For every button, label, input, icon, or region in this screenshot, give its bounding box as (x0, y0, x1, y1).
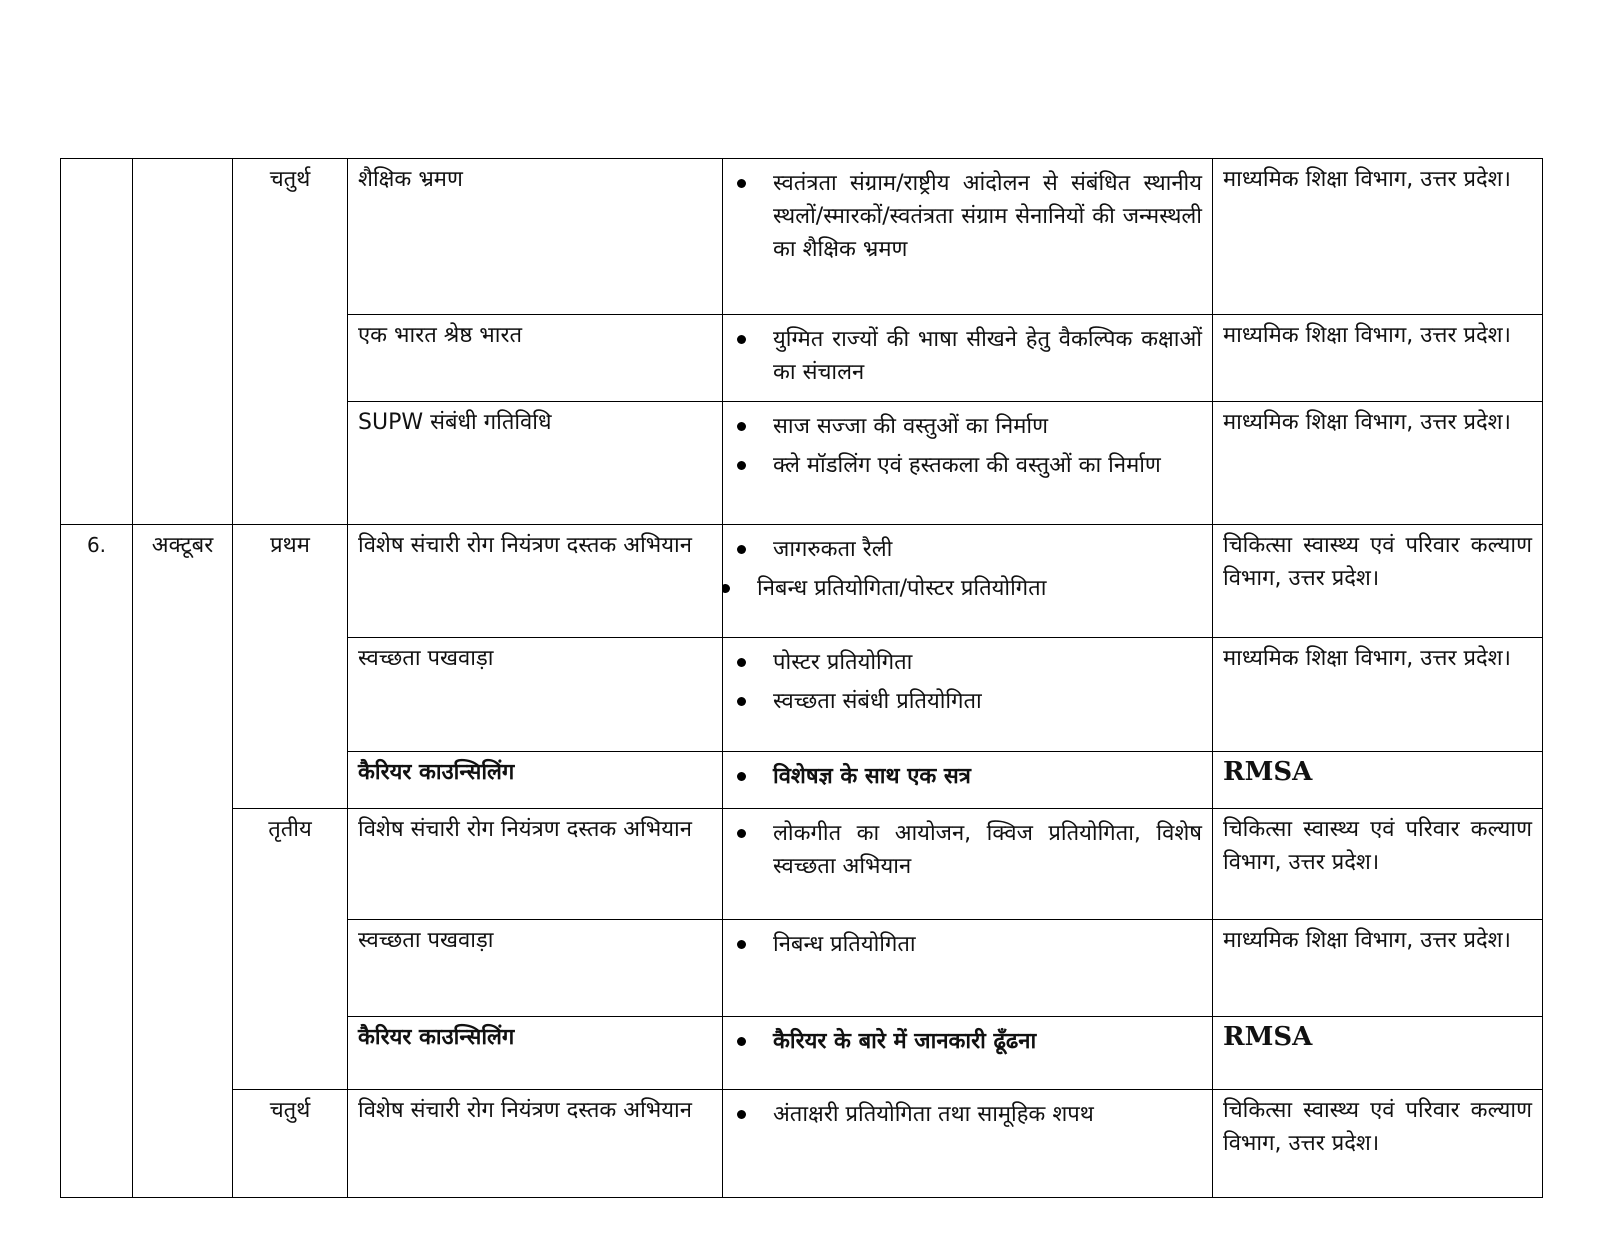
month-cell: अक्टूबर (133, 524, 233, 1197)
activity-cell: कैरियर काउन्सिलिंग (348, 1017, 723, 1090)
department-cell: माध्यमिक शिक्षा विभाग, उत्तर प्रदेश। (1213, 314, 1543, 401)
department-cell: चिकित्सा स्वास्थ्य एवं परिवार कल्याण विभाग, उत्तर प्रदेश। (1213, 809, 1543, 920)
activity-cell: विशेष संचारी रोग नियंत्रण दस्तक अभियान (348, 809, 723, 920)
week-cell: तृतीय (233, 809, 348, 1090)
activity-cell: विशेष संचारी रोग नियंत्रण दस्तक अभियान (348, 524, 723, 638)
details-cell (723, 314, 1213, 401)
activity-schedule-table (60, 158, 1543, 1198)
rmsa-label: RMSA (1223, 1022, 1313, 1053)
details-cell (723, 524, 1213, 638)
details-cell (723, 638, 1213, 752)
department-cell: माध्यमिक शिक्षा विभाग, उत्तर प्रदेश। (1213, 159, 1543, 315)
activity-cell: एक भारत श्रेष्ठ भारत (348, 314, 723, 401)
detail-item: जागरुकता रैली (773, 533, 1202, 566)
table-row (61, 1090, 1543, 1198)
detail-item: स्वच्छता संबंधी प्रतियोगिता (773, 685, 1202, 718)
department-cell: माध्यमिक शिक्षा विभाग, उत्तर प्रदेश। (1213, 638, 1543, 752)
week-cell: चतुर्थ (233, 1090, 348, 1198)
detail-item: विशेषज्ञ के साथ एक सत्र (773, 760, 1202, 793)
activity-cell: कैरियर काउन्सिलिंग (348, 751, 723, 808)
details-cell (723, 402, 1213, 525)
table-row (61, 524, 1543, 638)
details-cell (723, 1090, 1213, 1198)
detail-item: लोकगीत का आयोजन, क्विज प्रतियोगिता, विशेष स्वच्छता अभियान (773, 817, 1202, 883)
department-cell: माध्यमिक शिक्षा विभाग, उत्तर प्रदेश। (1213, 919, 1543, 1016)
activity-cell: विशेष संचारी रोग नियंत्रण दस्तक अभियान (348, 1090, 723, 1198)
table-row (61, 809, 1543, 920)
department-cell (1213, 751, 1543, 808)
week-cell: चतुर्थ (233, 159, 348, 525)
table-row (61, 159, 1543, 315)
detail-item: स्वतंत्रता संग्राम/राष्ट्रीय आंदोलन से संबंधित स्थानीय स्थलों/स्मारकों/स्वतंत्रता संग्राम सेनानियों की जन्मस्थली का शैक्षिक भ्रमण (773, 167, 1202, 266)
rmsa-label: RMSA (1223, 756, 1313, 787)
detail-item: कैरियर के बारे में जानकारी ढूँढना (773, 1025, 1202, 1058)
department-cell: चिकित्सा स्वास्थ्य एवं परिवार कल्याण विभाग, उत्तर प्रदेश। (1213, 524, 1543, 638)
department-cell: चिकित्सा स्वास्थ्य एवं परिवार कल्याण विभाग, उत्तर प्रदेश। (1213, 1090, 1543, 1198)
details-cell (723, 159, 1213, 315)
details-cell (723, 751, 1213, 808)
serial-number-cell (61, 159, 133, 525)
detail-item: निबन्ध प्रतियोगिता (773, 928, 1202, 961)
details-cell (723, 919, 1213, 1016)
activity-cell: स्वच्छता पखवाड़ा (348, 919, 723, 1016)
details-cell (723, 809, 1213, 920)
detail-item: युग्मित राज्यों की भाषा सीखने हेतु वैकल्पिक कक्षाओं का संचालन (773, 323, 1202, 389)
detail-item: निबन्ध प्रतियोगिता/पोस्टर प्रतियोगिता (757, 572, 1202, 605)
month-cell (133, 159, 233, 525)
detail-item: क्ले मॉडलिंग एवं हस्तकला की वस्तुओं का निर्माण (773, 449, 1202, 482)
serial-number-cell: 6. (61, 524, 133, 1197)
detail-item: साज सज्जा की वस्तुओं का निर्माण (773, 410, 1202, 443)
department-cell (1213, 1017, 1543, 1090)
department-cell: माध्यमिक शिक्षा विभाग, उत्तर प्रदेश। (1213, 402, 1543, 525)
details-cell (723, 1017, 1213, 1090)
detail-item: पोस्टर प्रतियोगिता (773, 646, 1202, 679)
activity-cell: स्वच्छता पखवाड़ा (348, 638, 723, 752)
activity-cell: शैक्षिक भ्रमण (348, 159, 723, 315)
detail-item: अंताक्षरी प्रतियोगिता तथा सामूहिक शपथ (773, 1098, 1202, 1131)
week-cell: प्रथम (233, 524, 348, 808)
activity-cell: SUPW संबंधी गतिविधि (348, 402, 723, 525)
